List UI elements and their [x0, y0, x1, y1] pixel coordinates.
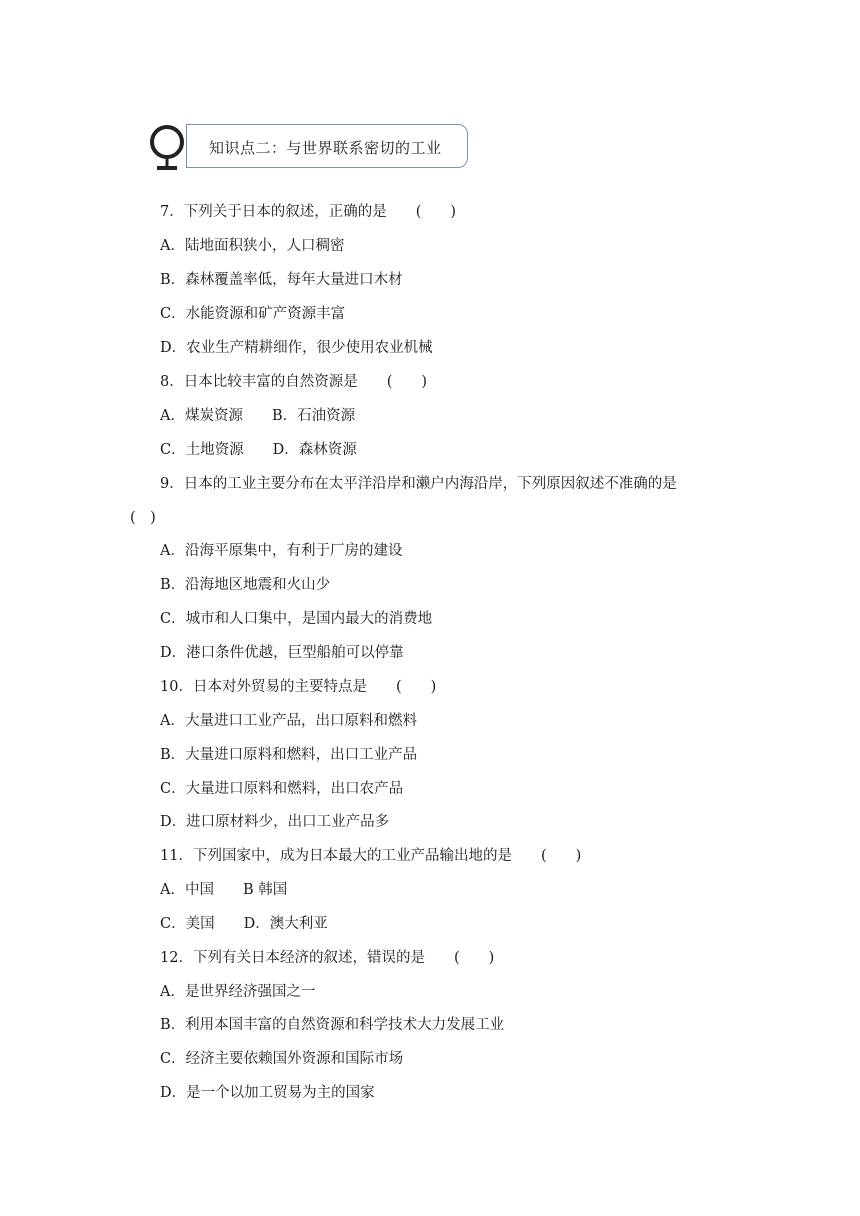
answer-option: D．港口条件优越，巨型船舶可以停靠	[160, 645, 404, 661]
answer-option: C．大量进口原料和燃料，出口农产品	[160, 781, 404, 797]
answer-option: B．沿海地区地震和火山少	[160, 577, 331, 593]
answer-option: C．水能资源和矿产资源丰富	[160, 306, 346, 322]
answer-option: D．进口原材料少，出口工业产品多	[160, 814, 390, 830]
answer-option: C．城市和人口集中，是国内最大的消费地	[160, 611, 433, 627]
question-stem: 7．下列关于日本的叙述，正确的是 ( )	[160, 204, 457, 220]
answer-option: A．大量进口工业产品，出口原料和燃料	[160, 713, 417, 729]
answer-option: B．大量进口原料和燃料，出口工业产品	[160, 747, 418, 763]
answer-option: B．利用本国丰富的自然资源和科学技术大力发展工业	[160, 1017, 505, 1033]
question-stem: 11．下列国家中，成为日本最大的工业产品输出地的是 ( )	[160, 848, 582, 864]
answer-option: C．美国 D．澳大利亚	[160, 916, 328, 932]
answer-option: C．土地资源 D．森林资源	[160, 442, 357, 458]
question-stem: 10．日本对外贸易的主要特点是 ( )	[160, 679, 437, 695]
answer-option: C．经济主要依赖国外资源和国际市场	[160, 1051, 404, 1067]
section-title-box	[186, 124, 468, 168]
answer-option: A．是世界经济强国之一	[160, 984, 316, 1000]
section-title: 知识点二：与世界联系密切的工业	[209, 139, 442, 157]
answer-option: D．农业生产精耕细作，很少使用农业机械	[160, 340, 433, 356]
section-header	[146, 122, 472, 174]
question-continuation: ( )	[130, 510, 156, 526]
answer-option: A．陆地面积狭小，人口稠密	[160, 238, 345, 254]
answer-option: A．煤炭资源 B．石油资源	[160, 408, 356, 424]
answer-option: D．是一个以加工贸易为主的国家	[160, 1085, 375, 1101]
question-stem: 9．日本的工业主要分布在太平洋沿岸和濑户内海沿岸，下列原因叙述不准确的是	[160, 476, 677, 492]
answer-option: A．沿海平原集中，有利于厂房的建设	[160, 543, 403, 559]
answer-option: A．中国 B 韩国	[160, 882, 288, 898]
question-stem: 8．日本比较丰富的自然资源是 ( )	[160, 374, 428, 390]
answer-option: B．森林覆盖率低，每年大量进口木材	[160, 272, 403, 288]
question-stem: 12．下列有关日本经济的叙述，错误的是 ( )	[160, 950, 495, 966]
